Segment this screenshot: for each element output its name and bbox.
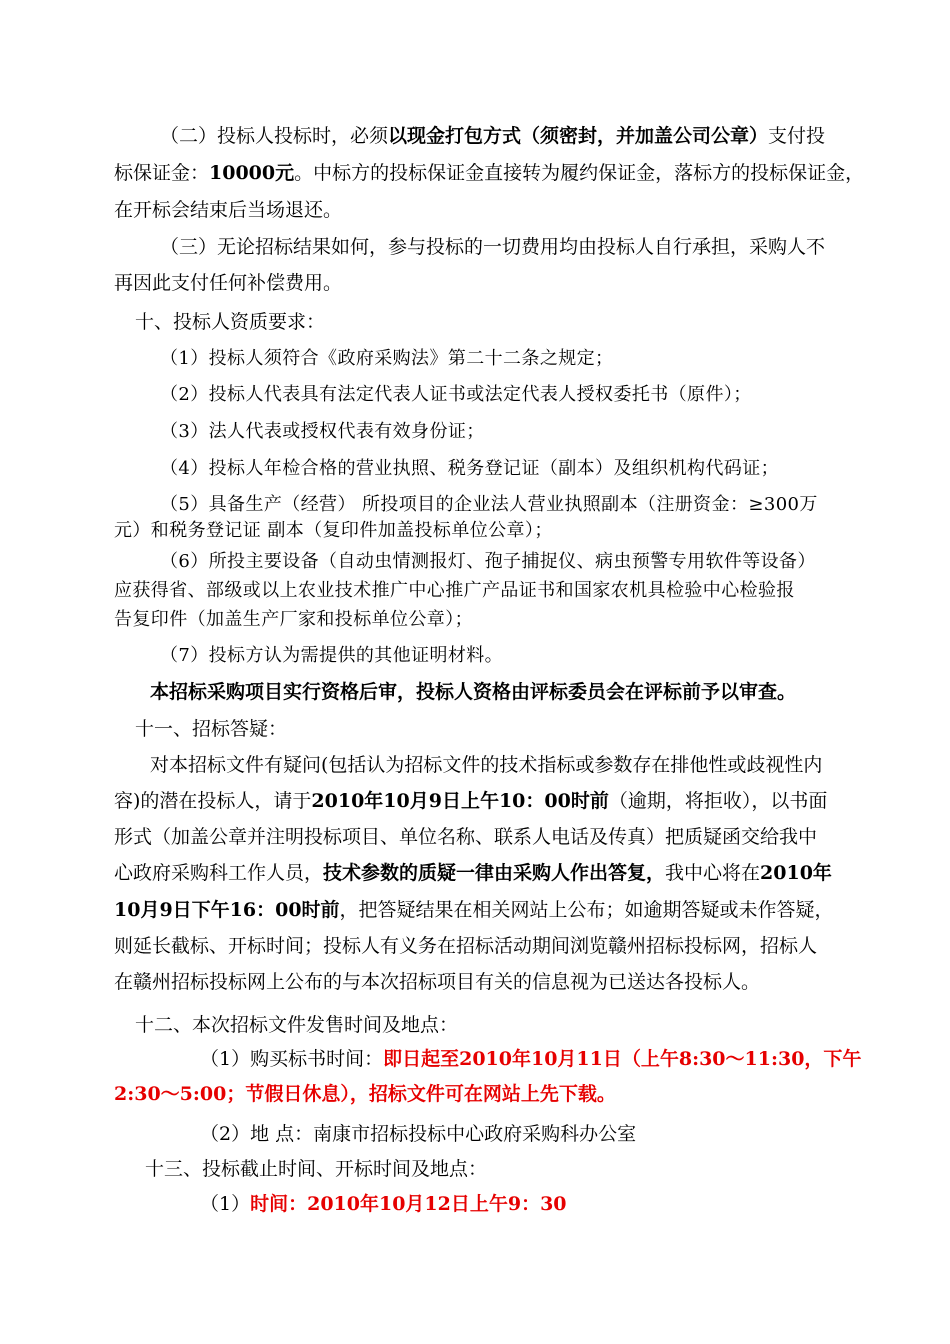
list-item: （4）投标人年检合格的营业执照、税务登记证（副本）及组织机构代码证； (160, 458, 780, 479)
bold-date: 2010年10月9日上午10：00时前 (311, 790, 609, 812)
paragraph-deposit-line-3: 在开标会结束后当场退还。 (114, 199, 343, 221)
bold-text: 技术参数的质疑一律由采购人作出答复， (323, 862, 666, 884)
paragraph-line: 在赣州招标投标网上公布的与本次招标项目有关的信息视为已送达各投标人。 (114, 971, 761, 993)
section-heading: 十二、本次招标文件发售时间及地点： (135, 1014, 459, 1036)
text-run: 标保证金： (114, 162, 210, 184)
bold-text: 以现金打包方式（须密封，并加盖公司公章） (388, 125, 769, 147)
section-heading: 十、投标人资质要求： (135, 311, 326, 333)
list-item: （2）投标人代表具有法定代表人证书或法定代表人授权委托书（原件）； (160, 384, 752, 405)
highlight-red-text: 即日起至2010年10月11日（上午8:30～11:30，下午 (383, 1048, 862, 1070)
paragraph-cost-line-1: （三）无论招标结果如何，参与投标的一切费用均由投标人自行承担，采购人不 (160, 236, 826, 258)
list-item (200, 1046, 861, 1072)
text-run: 。中标方的投标保证金直接转为履约保证金，落标方的投标保证金， (294, 162, 865, 184)
text-run: ，把答疑结果在相关网站上公布；如逾期答疑或未作答疑， (339, 899, 834, 921)
section-heading: 十三、投标截止时间、开标时间及地点： (145, 1158, 488, 1180)
paragraph-cost-line-2: 再因此支付任何补偿费用。 (114, 272, 343, 294)
paragraph-deposit-line-1 (160, 123, 825, 149)
list-item-continued: 应获得省、部级或以上农业技术推广中心推广产品证书和国家农机具检验中心检验报 (114, 580, 795, 601)
list-item: （5）具备生产（经营） 所投项目的企业法人营业执照副本（注册资金：≥300万 (160, 494, 818, 515)
text-run: 支付投 (768, 125, 826, 147)
highlight-red-text: 2:30～5:00；节假日休息），招标文件可在网站上先下载。 (114, 1083, 616, 1105)
list-item: （7）投标方认为需提供的其他证明材料。 (160, 645, 504, 666)
text-run: 心政府采购科工作人员， (114, 862, 324, 884)
list-item-continued: 告复印件（加盖生产厂家和投标单位公章）； (114, 609, 473, 630)
list-item-continued: 元）和税务登记证 副本（复印件加盖投标单位公章）； (114, 520, 553, 541)
text-run: （二）投标人投标时，必须 (160, 125, 389, 147)
paragraph-deposit-line-2 (114, 160, 864, 186)
paragraph-line (114, 897, 834, 923)
bold-date: 10月9日下午16：00时前 (114, 899, 340, 921)
text-run: （逾期，将拒收），以书面 (608, 790, 828, 812)
list-item: （2）地 点：南康市招标投标中心政府采购科办公室 (200, 1123, 637, 1145)
paragraph-line (114, 860, 832, 886)
list-item: （1）投标人须符合《政府采购法》第二十二条之规定； (160, 348, 614, 369)
list-item: （6）所投主要设备（自动虫情测报灯、孢子捕捉仪、病虫预警专用软件等设备） (160, 551, 816, 572)
paragraph-line: 则延长截标、开标时间；投标人有义务在招标活动期间浏览赣州招标投标网，招标人 (114, 935, 818, 957)
highlight-red-text: 时间：2010年10月12日上午9：30 (250, 1193, 567, 1215)
bold-date: 2010年 (760, 862, 832, 884)
bold-note: 本招标采购项目实行资格后审，投标人资格由评标委员会在评标前予以审查。 (150, 681, 797, 703)
text-run: （1） (200, 1193, 251, 1215)
paragraph-line: 对本招标文件有疑问(包括认为招标文件的技术指标或参数存在排他性或歧视性内 (150, 754, 823, 776)
text-run: （1）购买标书时间： (200, 1048, 384, 1070)
paragraph-line: 形式（加盖公章并注明投标项目、单位名称、联系人电话及传真）把质疑函交给我中 (114, 826, 818, 848)
bold-text: 10000元 (209, 162, 295, 184)
text-run: 容)的潜在投标人，请于 (114, 790, 312, 812)
section-heading: 十一、招标答疑： (135, 718, 288, 740)
list-item (200, 1191, 567, 1217)
list-item: （3）法人代表或授权代表有效身份证； (160, 421, 485, 442)
text-run: 我中心将在 (665, 862, 761, 884)
paragraph-line (114, 788, 827, 814)
